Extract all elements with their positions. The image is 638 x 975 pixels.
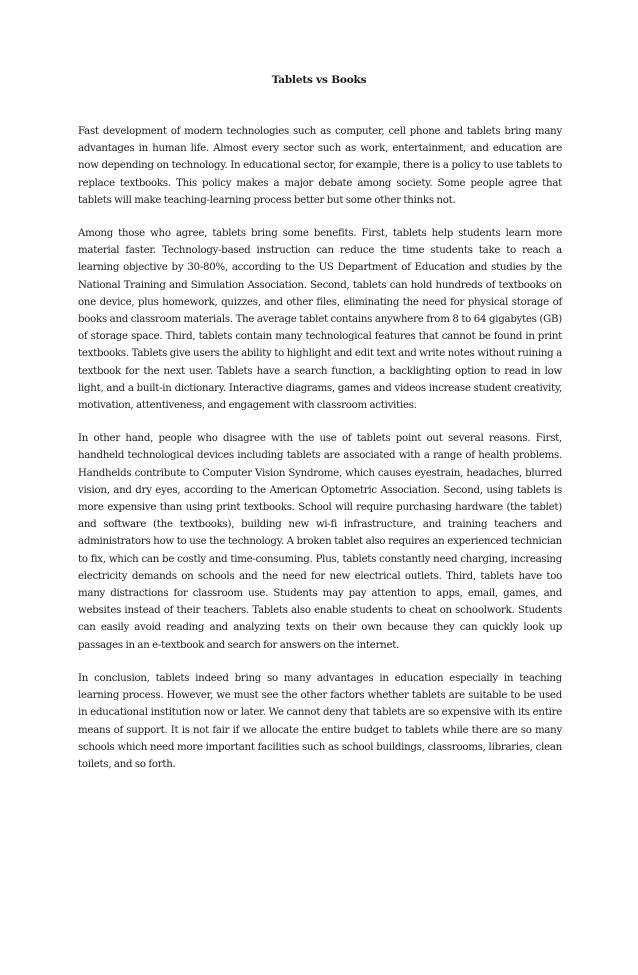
paragraph-introduction: Fast development of modern technologies such as computer, cell phone and tablets bring many advantages in human life. Almost every sector such as work, entertainment, and education are now depending on technology. In educational sector, for example, there is a policy to use tablets to replace textbooks. This policy makes a major debate among society. Some people agree that tablets will make teaching-learning process better but some other thinks not. — [78, 126, 562, 206]
document-title: Tablets vs Books — [271, 74, 367, 86]
document-body — [78, 123, 562, 789]
paragraph-drawbacks: In other hand, people who disagree with the use of tablets point out several reasons. First, handheld technological devices including tablets are associated with a range of health problems. Handhelds contribute to Computer Vision Syndrome, which causes eyestrain, headaches, blurred vision, and dry eyes, according to the American Optometric Association. Second, using tablets is more expensive than using print textbooks. School will require purchasing hardware (the tablet) and software (the textbooks), building new wi-fi infrastructure, and training teachers and administrators how to use the technology. A broken tablet also requires an experienced technician to fix, which can be costly and time-consuming. Plus, tablets constantly need charging, increasing electricity demands on schools and the need for new electrical outlets. Third, tablets have too many distractions for classroom use. Students may pay attention to apps, email, games, and websites instead of their teachers. Tablets also enable students to cheat on schoolwork. Students can easily avoid reading and analyzing texts on their own because they can quickly look up passages in an e-textbook and search for answers on the internet. — [78, 433, 562, 651]
paragraph-conclusion: In conclusion, tablets indeed bring so many advantages in education especially in teaching learning process. However, we must see the other factors whether tablets are suitable to be used in educational institution now or later. We cannot deny that tablets are so expensive with its entire means of support. It is not fair if we allocate the entire budget to tablets while there are so many schools which need more important facilities such as school buildings, classrooms, libraries, clean toilets, and so forth. — [78, 672, 562, 770]
paragraph-benefits: Among those who agree, tablets bring some benefits. First, tablets help students learn more material faster. Technology-based instruction can reduce the time students take to reach a learning objective by 30-80%, according to the US Department of Education and studies by the National Training and Simulation Association. Second, tablets can hold hundreds of textbooks on one device, plus homework, quizzes, and other files, eliminating the need for physical storage of books and classroom materials. The average tablet contains anywhere from 8 to 64 gigabytes (GB) of storage space. Third, tablets contain many technological features that cannot be found in print textbooks. Tablets give users the ability to highlight and edit text and write notes without ruining a textbook for the next user. Tablets have a search function, a backlighting option to read in low light, and a built-in dictionary. Interactive diagrams, games and videos increase student creativity, motivation, attentiveness, and engagement with classroom activities. — [78, 228, 562, 412]
